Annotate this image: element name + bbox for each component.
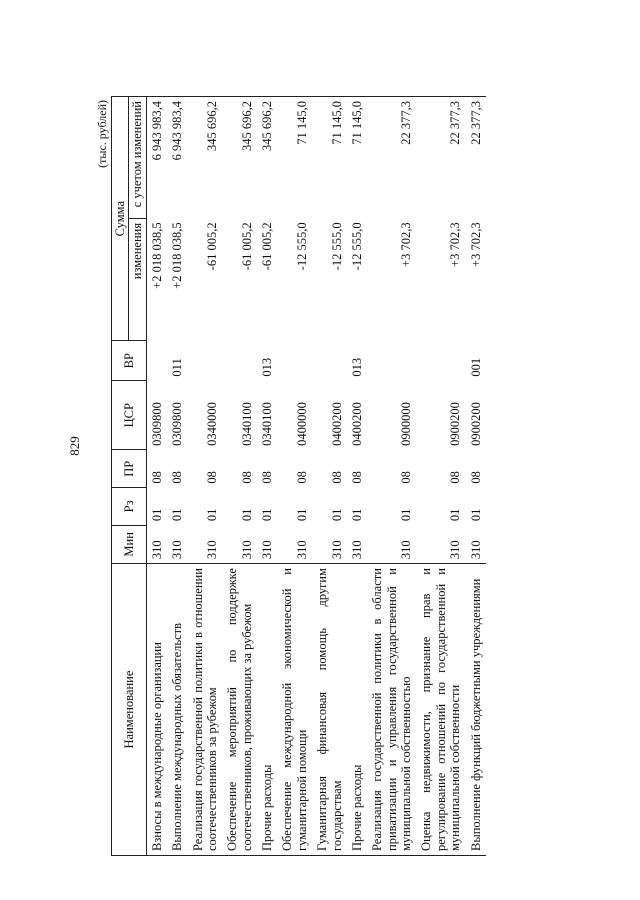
- row-total: 345 696,2: [188, 97, 223, 219]
- page-number: 829: [67, 436, 82, 456]
- units-label: (тыс. рублей): [95, 100, 109, 168]
- row-total: 345 696,2: [222, 97, 257, 219]
- row-min: 310: [239, 540, 254, 560]
- row-csr: 0340100: [239, 402, 254, 446]
- row-csr: 0309800: [149, 402, 164, 446]
- row-csr: 0400200: [349, 402, 364, 446]
- row-name: Обеспечение мероприятий по поддержке соотечественников, проживающих за рубежом: [222, 564, 257, 856]
- row-change: -12 555,0: [329, 222, 344, 271]
- header-name: Наименование: [112, 564, 147, 856]
- row-min: 310: [204, 540, 219, 560]
- table-row: [257, 97, 277, 856]
- table-row: [222, 97, 257, 856]
- row-pr: 08: [170, 471, 185, 484]
- row-change: +2 018 038,5: [149, 222, 164, 289]
- row-change: -12 555,0: [349, 222, 364, 271]
- row-csr: 0340000: [204, 402, 219, 446]
- row-vr: [146, 341, 167, 381]
- row-name: Прочие расходы: [347, 564, 367, 856]
- row-min: 310: [170, 540, 185, 560]
- row-pr: 08: [329, 471, 344, 484]
- row-vr: [367, 341, 416, 381]
- row-rz: 01: [399, 508, 413, 522]
- row-vr: 011: [170, 358, 185, 377]
- row-name: Обеспечение международной экономической и гуманитарной помощи: [277, 564, 312, 856]
- row-pr: 08: [349, 471, 364, 484]
- row-vr: [188, 341, 223, 381]
- row-change: +2 018 038,5: [170, 222, 185, 289]
- row-pr: 08: [149, 471, 164, 484]
- row-total: 71 145,0: [347, 97, 367, 219]
- row-name: Оценка недвижимости, признание прав и регулирование отношений по государственной и муниципальной собственности: [416, 564, 465, 856]
- row-change: -61 005,2: [260, 222, 274, 271]
- header-changes: изменения: [129, 218, 146, 340]
- row-vr: [416, 341, 465, 381]
- row-name: Реализация государственной политики в отношении соотечественников за рубежом: [188, 564, 223, 856]
- row-rz: 01: [294, 508, 309, 522]
- header-with-changes: с учетом изменений: [129, 97, 146, 219]
- row-rz: 01: [149, 508, 164, 522]
- row-name: Выполнение международных обязательств: [167, 564, 187, 856]
- table-row: [277, 97, 312, 856]
- row-csr: 0400200: [329, 402, 344, 446]
- row-csr: 0309800: [170, 402, 185, 446]
- row-csr: 0900200: [448, 402, 463, 446]
- row-total: 71 145,0: [277, 97, 312, 219]
- row-name: Реализация государственной политики в области приватизации и управления государственной и муниципальной собственностью: [367, 564, 416, 856]
- row-min: 310: [149, 540, 164, 560]
- row-change: -61 005,2: [239, 222, 254, 271]
- row-csr: 0400000: [294, 402, 309, 446]
- row-vr: 013: [349, 357, 364, 377]
- row-rz: 01: [329, 508, 344, 522]
- row-total: 22 377,3: [466, 97, 486, 219]
- row-change: -61 005,2: [204, 222, 219, 271]
- table-row: [416, 97, 465, 856]
- row-rz: 01: [204, 508, 219, 522]
- row-change: +3 702,3: [399, 222, 413, 267]
- row-csr: 0340100: [260, 402, 274, 446]
- row-total: 71 145,0: [312, 97, 347, 219]
- row-min: 310: [448, 540, 463, 560]
- row-rz: 01: [170, 508, 185, 522]
- row-pr: 08: [399, 471, 413, 484]
- row-change: +3 702,3: [448, 222, 463, 267]
- row-pr: 08: [294, 471, 309, 484]
- row-min: 310: [399, 540, 413, 560]
- row-rz: 01: [349, 508, 364, 522]
- header-sum: Сумма: [112, 97, 129, 341]
- row-min: 310: [260, 540, 274, 560]
- table-row: [466, 97, 486, 856]
- row-min: 310: [349, 540, 364, 560]
- row-name: Гуманитарная финансовая помощь другим государствам: [312, 564, 347, 856]
- row-rz: 01: [448, 508, 463, 522]
- header-csr: ЦСР: [112, 381, 147, 450]
- table-row: [167, 97, 187, 856]
- row-pr: 08: [204, 471, 219, 484]
- row-total: 22 377,3: [416, 97, 465, 219]
- row-rz: 01: [239, 508, 254, 522]
- table-row: [188, 97, 223, 856]
- table-row: [312, 97, 347, 856]
- row-name: Выполнение функций бюджетными учреждениями: [466, 564, 486, 856]
- row-min: 310: [329, 540, 344, 560]
- header-min: Мин: [112, 525, 147, 564]
- row-total: 345 696,2: [257, 97, 277, 219]
- row-vr: [222, 341, 257, 381]
- row-name: Прочие расходы: [257, 564, 277, 856]
- row-total: 22 377,3: [367, 97, 416, 219]
- row-vr: [312, 341, 347, 381]
- row-name: Взносы в международные организации: [146, 564, 167, 856]
- row-pr: 08: [448, 471, 463, 484]
- row-min: 310: [468, 540, 483, 560]
- header-vr: ВР: [112, 341, 147, 381]
- row-change: +3 702,3: [468, 222, 483, 267]
- budget-table: [111, 96, 486, 856]
- row-pr: 08: [239, 471, 254, 484]
- table-body: [146, 97, 486, 856]
- table-row: [146, 97, 167, 856]
- header-pr: ПР: [112, 450, 147, 488]
- row-total: 6 943 983,4: [167, 97, 187, 219]
- row-pr: 08: [260, 471, 274, 484]
- row-rz: 01: [468, 508, 483, 522]
- row-total: 6 943 983,4: [146, 97, 167, 219]
- row-rz: 01: [260, 508, 274, 522]
- table-row: [367, 97, 416, 856]
- row-min: 310: [294, 540, 309, 560]
- row-csr: 0900200: [468, 402, 483, 446]
- row-vr: [277, 341, 312, 381]
- row-change: -12 555,0: [294, 222, 309, 271]
- row-pr: 08: [468, 471, 483, 484]
- row-csr: 0900000: [399, 402, 413, 446]
- header-rz: Рз: [112, 488, 147, 525]
- row-vr: 001: [468, 357, 483, 377]
- table-row: [347, 97, 367, 856]
- row-vr: 013: [260, 357, 274, 377]
- budget-table-sheet: [97, 96, 567, 856]
